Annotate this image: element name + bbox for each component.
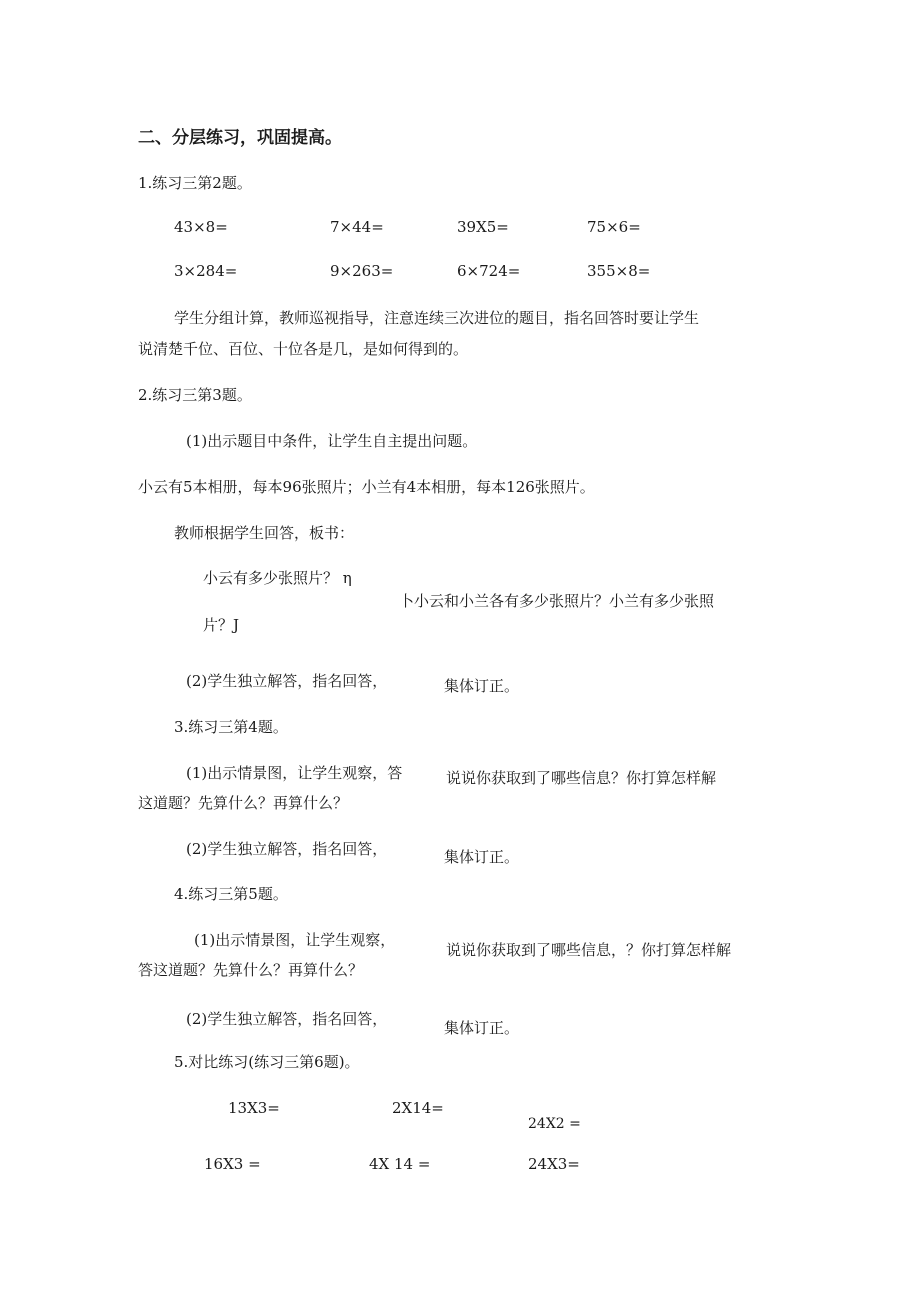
ex5-expr-5: 4X 14 = [369,1155,431,1173]
ex2-board-intro: 教师根据学生回答，板书： [174,524,355,542]
ex3-step-2: (2)学生独立解答，指名回答， [186,840,388,858]
ex1-expr-2: 7×44= [330,218,384,236]
ex1-expr-5: 3×284= [174,262,238,280]
section-heading: 二、分层练习，巩固提高。 [138,128,342,148]
ex1-note-line-2: 说清楚千位、百位、十位各是几，是如何得到的。 [138,340,469,358]
ex4-step-1-cont: 答这道题？先算什么？再算什么？ [138,961,364,979]
ex3-step-1-cont-right: 说说你获取到了哪些信息？你打算怎样解 [446,769,717,787]
ex2-condition: 小云有5本相册，每本96张照片；小兰有4本相册，每本126张照片。 [138,478,595,496]
ex4-step-2-cont: 集体订正。 [444,1019,520,1037]
ex3-step-1-cont: 这道题？先算什么？再算什么？ [138,794,349,812]
exercise-4-title: 4.练习三第5题。 [174,885,288,903]
ex1-expr-3: 39X5= [457,218,509,236]
ex1-expr-1: 43×8= [174,218,228,236]
ex2-step-2-cont: 集体订正。 [444,677,520,695]
ex4-step-1-cont-right: 说说你获取到了哪些信息，？你打算怎样解 [446,941,732,959]
ex1-expr-6: 9×263= [330,262,394,280]
ex1-expr-4: 75×6= [587,218,641,236]
ex4-step-1: (1)出示情景图，让学生观察， [194,931,396,949]
ex5-expr-1: 13X3= [228,1099,280,1117]
ex3-step-1: (1)出示情景图，让学生观察，答 [186,764,403,782]
ex2-board-question-1: 小云有多少张照片？ η [203,569,352,587]
ex1-expr-8: 355×8= [587,262,651,280]
ex4-step-2: (2)学生独立解答，指名回答， [186,1010,388,1028]
exercise-2-title: 2.练习三第3题。 [138,386,252,404]
exercise-3-title: 3.练习三第4题。 [174,718,288,736]
ex1-expr-7: 6×724= [457,262,521,280]
ex3-step-2-cont: 集体订正。 [444,848,520,866]
ex5-expr-4: 16X3 = [204,1155,261,1173]
ex5-expr-2: 2X14= [392,1099,444,1117]
exercise-1-title: 1.练习三第2题。 [138,174,252,192]
ex2-step-2: (2)学生独立解答，指名回答， [186,672,388,690]
exercise-5-title: 5.对比练习(练习三第6题)。 [174,1053,360,1071]
ex5-expr-6: 24X3= [528,1155,580,1173]
ex5-expr-3: 24X2 = [528,1116,581,1132]
ex2-step-1: (1)出示题目中条件，让学生自主提出问题。 [186,432,478,450]
ex1-note-line-1: 学生分组计算，教师巡视指导，注意连续三次进位的题目，指名回答时要让学生 [174,309,700,327]
ex2-board-question-1-cont: 片？J [203,616,240,634]
ex2-board-question-2: 卜小云和小兰各有多少张照片？小兰有多少张照 [399,592,715,610]
